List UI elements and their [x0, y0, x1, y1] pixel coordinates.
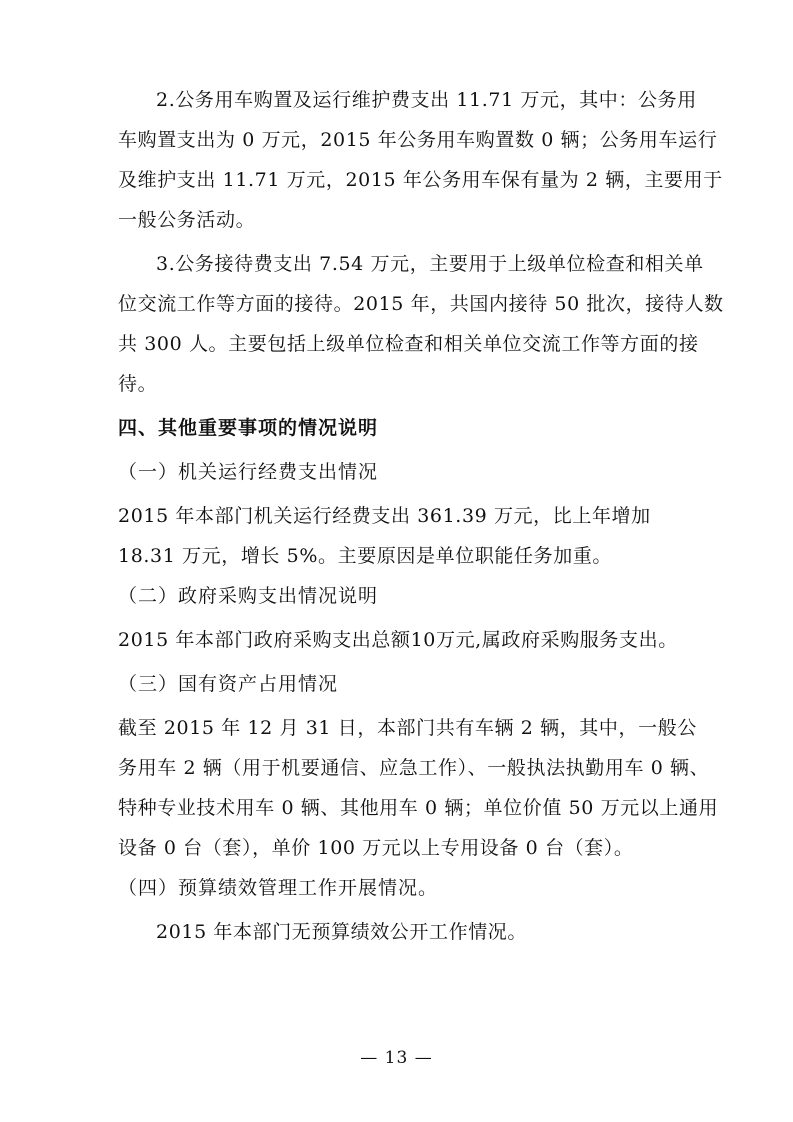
- text-line: 待。: [118, 373, 158, 395]
- subsection-heading-state-assets: （三）国有资产占用情况: [118, 673, 339, 695]
- text-line: 18.31 万元，增长 5%。主要原因是单位职能任务加重。: [118, 545, 613, 567]
- text-line: 2.公务用车购置及运行维护费支出 11.71 万元，其中：公务用: [156, 89, 697, 111]
- subsection-heading-procurement: （二）政府采购支出情况说明: [118, 585, 379, 607]
- section-heading: 四、其他重要事项的情况说明: [118, 417, 379, 439]
- text-line: 截至 2015 年 12 月 31 日，本部门共有车辆 2 辆，其中，一般公: [118, 717, 697, 739]
- text-line: 特种专业技术用车 0 辆、其他用车 0 辆；单位价值 50 万元以上通用: [118, 797, 719, 819]
- subsection-heading-performance: （四）预算绩效管理工作开展情况。: [118, 877, 439, 899]
- text-line: 车购置支出为 0 万元，2015 年公务用车购置数 0 辆；公务用车运行: [118, 129, 718, 151]
- paragraph-vehicle-expenses: [118, 80, 723, 240]
- paragraph-reception-expenses: [118, 244, 724, 404]
- text-line: 务用车 2 辆（用于机要通信、应急工作）、一般执法执勤用车 0 辆、: [118, 757, 710, 779]
- text-line: 一般公务活动。: [118, 209, 256, 231]
- paragraph-performance: 2015 年本部门无预算绩效公开工作情况。: [156, 921, 527, 943]
- text-line: 位交流工作等方面的接待。2015 年，共国内接待 50 批次，接待人数: [118, 293, 724, 315]
- text-line: 及维护支出 11.71 万元，2015 年公务用车保有量为 2 辆，主要用于: [118, 169, 723, 191]
- paragraph-procurement: [118, 620, 708, 660]
- text-line: 共 300 人。主要包括上级单位检查和相关单位交流工作等方面的接: [118, 333, 699, 355]
- document-body: [118, 80, 724, 952]
- text-line: 2015 年本部门机关运行经费支出 361.39 万元，比上年增加: [118, 505, 651, 527]
- subsection-heading-operating-costs: （一）机关运行经费支出情况: [118, 461, 379, 483]
- text-line: 3.公务接待费支出 7.54 万元，主要用于上级单位检查和相关单: [156, 253, 704, 275]
- page-number: — 13 —: [360, 1048, 433, 1068]
- text-line: 2015 年本部门政府采购支出总额10万元,属政府采购服务支出。: [118, 629, 678, 651]
- text-line: 设备 0 台（套），单价 100 万元以上专用设备 0 台（套）。: [118, 837, 634, 859]
- paragraph-operating-costs: [118, 496, 708, 576]
- paragraph-state-assets: [118, 708, 719, 868]
